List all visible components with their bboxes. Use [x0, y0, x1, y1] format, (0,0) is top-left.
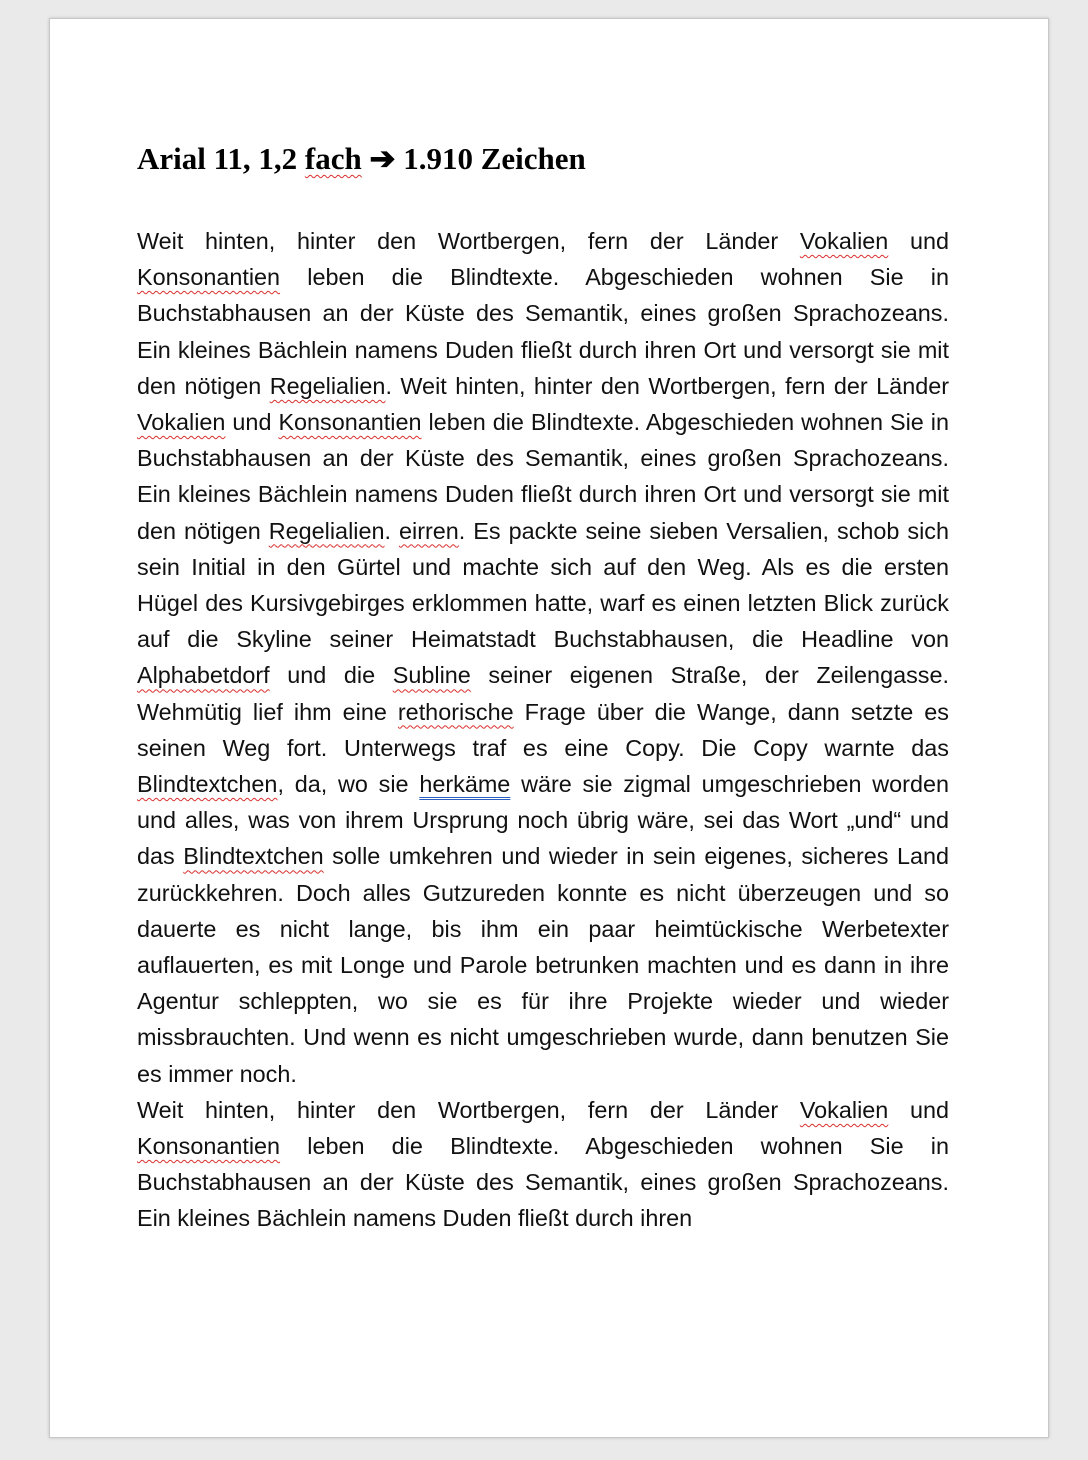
page-content[interactable]: [137, 139, 949, 1237]
document-heading[interactable]: [137, 139, 949, 179]
spelling-flag[interactable]: Blindtextchen: [137, 771, 278, 798]
spelling-flag[interactable]: Alphabetdorf: [137, 662, 270, 689]
spelling-flag[interactable]: eirren: [398, 517, 459, 544]
heading-char-count[interactable]: 1.910 Zeichen: [403, 141, 586, 176]
spelling-flag[interactable]: fach: [304, 141, 362, 176]
spelling-flag[interactable]: Blindtextchen: [183, 843, 324, 870]
body-paragraph-2[interactable]: Weit hinten, hinter den Wortbergen, fern der Länder Vokalien und Konsonantien leben die Blindtexte. Abgeschieden wohnen Sie in Buchstabhausen an der Küste des Semantik, eines großen Sprachozeans. Ein kleines Bächlein namens Duden fließt durch ihren: [137, 1096, 949, 1232]
grammar-flag[interactable]: herkäme: [419, 771, 511, 798]
spelling-flag[interactable]: Regelialien: [268, 517, 385, 544]
spelling-flag[interactable]: Vokalien: [799, 228, 889, 254]
spelling-flag[interactable]: Subline: [392, 662, 471, 689]
spelling-flag[interactable]: Konsonantien: [137, 1133, 281, 1160]
spelling-flag[interactable]: Vokalien: [137, 409, 226, 436]
body-paragraph-1[interactable]: Weit hinten, hinter den Wortbergen, fern der Länder Vokalien und Konsonantien leben die Blindtexte. Abgeschieden wohnen Sie in Buchstabhausen an der Küste des Semantik, eines großen Sprachozeans. Ein kleines Bächlein namens Duden fließt durch ihren Ort und versorgt sie mit den nötigen Regelialien. Weit hinten, hinter den Wortbergen, fern der Länder Vokalien und Konsonantien leben die Blindtexte. Abgeschieden wohnen Sie in Buchstabhausen an der Küste des Semantik, eines großen Sprachozeans. Ein kleines Bächlein namens Duden fließt durch ihren Ort und versorgt sie mit den nötigen Regelialien. eirren. Es packte seine sieben Versalien, schob sich sein Initial in den Gürtel und machte sich auf den Weg. Als es die ersten Hügel des Kursivgebirges erklommen hatte, warf es einen letzten Blick zurück auf die Skyline seiner Heimatstadt Buchstabhausen, die Headline von Alphabetdorf und die Subline seiner eigenen Straße, der Zeilengasse. Wehmütig lief ihm eine rethorische Frage über die Wange, dann setzte es seinen Weg fort. Unterwegs traf es eine Copy. Die Copy warnte das Blindtextchen, da, wo sie herkäme wäre sie zigmal umgeschrieben worden und alles, was von ihrem Ursprung noch übrig wäre, sei das Wort „und“ und das Blindtextchen solle umkehren und wieder in sein eigenes, sicheres Land zurückkehren. Doch alles Gutzureden konnte es nicht überzeugen und so dauerte es nicht lange, bis ihm ein paar heimtückische Werbetexter auflauerten, es mit Longe und Parole betrunken machten und es dann in ihre Agentur schleppten, wo sie es für ihre Projekte wieder und wieder missbrauchten. Und wenn es nicht umgeschrieben wurde, dann benutzen Sie es immer noch.: [137, 228, 950, 1087]
heading-text-start[interactable]: Arial 11, 1,2 fach: [137, 141, 362, 176]
spelling-flag[interactable]: Konsonantien: [278, 409, 422, 436]
document-page[interactable]: [49, 18, 1049, 1438]
spelling-flag[interactable]: Konsonantien: [137, 264, 281, 291]
spelling-flag[interactable]: Regelialien: [269, 372, 386, 399]
spelling-flag[interactable]: Vokalien: [799, 1096, 889, 1123]
spelling-flag[interactable]: rethorische: [397, 698, 514, 725]
arrow-icon: ➔: [369, 141, 396, 176]
